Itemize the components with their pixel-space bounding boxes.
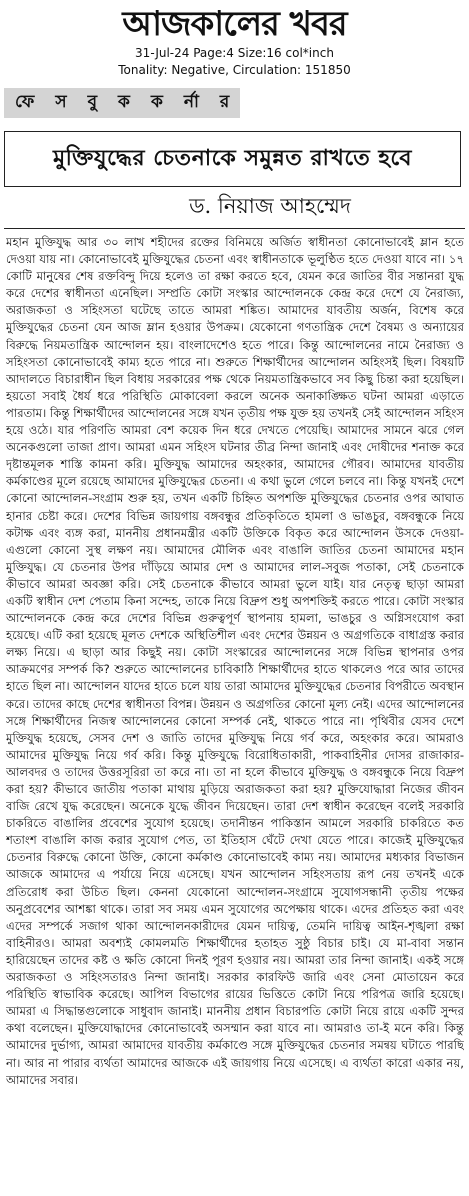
article-headline: মুক্তিযুদ্ধের চেতনাকে সমুন্নত রাখতে হবে bbox=[52, 144, 413, 171]
article-author: ড. নিয়াজ আহম্মেদ bbox=[189, 194, 351, 218]
section-label-bar bbox=[4, 88, 240, 118]
section-letter: স bbox=[55, 92, 67, 112]
section-letter: ফে bbox=[15, 92, 35, 112]
section-letter: র্না bbox=[183, 92, 199, 112]
section-letter: র bbox=[219, 92, 230, 112]
section-letter: ক bbox=[118, 92, 130, 112]
clipping-meta-tonality: Tonality: Negative, Circulation: 151850 bbox=[118, 63, 351, 77]
divider bbox=[4, 228, 465, 229]
article-body: মহান মুক্তিযুদ্ধ আর ৩০ লাখ শহীদের রক্তের বিনিময়ে অর্জিত স্বাধীনতা কোনোভাবেই ম্লান হতে দেওয়া যায় না। কোনোভাবেই মুক্তিযুদ্ধের চেতনা এবং স্বাধীনতাকে ভূলুণ্ঠিত হতে দেওয়া যাবে না। ১৭ কোটি মানুষের শেষ রক্তবিন্দু দিয়ে হলেও তা রক্ষা করতে হবে, যেমন করে জাতির বীর সন্তানরা যুদ্ধ করে দেশের স্বাধীনতা এনেছিল। সম্প্রতি কোটা সংস্কার আন্দোলনকে কেন্দ্র করে দেশে যে নৈরাজ্য, অরাজকতা ও সহিংসতা ঘটেছে তাতে আমরা শঙ্কিত। আমাদের যাবতীয় অর্জন, বিশেষ করে মুক্তিযুদ্ধের চেতনা যেন আজ ম্লান হওয়ার উপক্রম। যেকোনো গণতান্ত্রিক দেশে বৈষম্য ও অন্যায়ের বিরুদ্ধে নিয়মতান্ত্রিক আন্দোলন হয়। বাংলাদেশেও হতে পারে। কিন্তু আন্দোলনের নামে নৈরাজ্য ও সহিংসতা কোনোভাবেই কাম্য হতে পারে না। শুরুতে শিক্ষার্থীদের আন্দোলন অহিংসই ছিল। বিষয়টি আদালতে বিচারাধীন ছিল বিধায় সরকারের পক্ষ থেকে নিয়মতান্ত্রিকভাবে সব কিছু চিন্তা করা হয়েছিল। হয়তো সবাই ধৈর্য ধরে পরিস্থিতি মোকাবেলা করলে অনেক অনাকাঙ্ক্ষিত ঘটনা আমরা এড়াতে পারতাম। কিন্তু শিক্ষার্থীদের আন্দোলনের সঙ্গে যখন তৃতীয় পক্ষ যুক্ত হয় তখনই সেই আন্দোলন সহিংস হয়ে ওঠে। যার পরিণতি আমরা বেশ কয়েক দিন ধরে দেখতে পেয়েছি। আমাদের সামনে ঝরে গেল অনেকগুলো তাজা প্রাণ। আমরা এমন সহিংস ঘটনার তীব্র নিন্দা জানাই এবং দোষীদের শনাক্ত করে দৃষ্টান্তমূলক শাস্তি কামনা করি। মুক্তিযুদ্ধ আমাদের অহংকার, আমাদের গৌরব। আমাদের যাবতীয় কর্মকাণ্ডের মূলে রয়েছে আমাদের মুক্তিযুদ্ধের চেতনা। এ কথা ভুলে গেলে চলবে না। কিন্তু যখনই দেশে কোনো আন্দোলন-সংগ্রাম শুরু হয়, তখন একটি চিহ্নিত অপশক্তি মুক্তিযুদ্ধের চেতনার ওপর আঘাত হানার চেষ্টা করে। দেশের বিভিন্ন জায়গায় বঙ্গবন্ধুর প্রতিকৃতিতে হামলা ও ভাঙচুর, বঙ্গবন্ধুকে নিয়ে কটাক্ষ এবং ব্যঙ্গ করা, মাননীয় প্রধানমন্ত্রীর একটি উক্তিকে বিকৃত করে আন্দোলন উসকে দেওয়া-এগুলো কোনো সুস্থ লক্ষণ নয়। আমাদের মৌলিক এবং বাঙালি জাতির চেতনা আমাদের মহান মুক্তিযুদ্ধ। যে চেতনার উপর দাঁড়িয়ে আমার দেশ ও আমাদের লাল-সবুজ পতাকা, সেই চেতনাকে কীভাবে আমরা অবজ্ঞা করি। সেই চেতনাকে কীভাবে আমরা ভুলে যাই। যার নেতৃত্ব ছাড়া আমরা একটি স্বাধীন দেশ পেতাম কিনা সন্দেহ, তাকে নিয়ে বিদ্রুপ শুধু অপশক্তিই করতে পারে। কোটা সংস্কার আন্দোলনকে কেন্দ্র করে দেশের বিভিন্ন গুরুত্বপূর্ণ স্থাপনায় হামলা, ভাঙচুর ও অগ্নিসংযোগ করা হয়েছে। এটি করা হয়েছে মূলত দেশকে অস্থিতিশীল এবং দেশের উন্নয়ন ও অগ্রগতিকে বাধাগ্রস্ত করার লক্ষ্য নিয়ে। এ ছাড়া আর কিছুই নয়। কোটা সংস্কারের আন্দোলনের সঙ্গে বিভিন্ন স্থাপনার ওপর আক্রমণের সম্পর্ক কি? শুরুতে আন্দোলনের চাবিকাঠি শিক্ষার্থীদের হাতে থাকলেও পরে আর তাদের হাতে ছিল না। আন্দোলন যাদের হাতে চলে যায় তারা আমাদের মুক্তিযুদ্ধের চেতনার বিপরীতে অবস্থান করে। তাদের কাছে দেশের স্বাধীনতা বিপন্ন। উন্নয়ন ও অগ্রগতির কোনো মূল্য নেই। এদের আন্দোলনের সঙ্গে শিক্ষার্থীদের নিজস্ব আন্দোলনের কোনো সম্পর্ক নেই, থাকতে পারে না। পৃথিবীর যেসব দেশে মুক্তিযুদ্ধ হয়েছে, সেসব দেশ ও জাতি তাদের মুক্তিযুদ্ধ নিয়ে গর্ব করে, অহংকার করে। আমরাও আমাদের মুক্তিযুদ্ধ নিয়ে গর্ব করি। কিন্তু মুক্তিযুদ্ধে বিরোধিতাকারী, পাকবাহিনীর দোসর রাজাকার-আলবদর ও তাদের উত্তরসূরিরা তা করে না। তা না হলে কীভাবে মুক্তিযুদ্ধ ও বঙ্গবন্ধুকে নিয়ে বিদ্রুপ করা হয়? কীভাবে জাতীয় পতাকা মাথায় মুড়িয়ে অরাজকতা করা হয়? মুক্তিযোদ্ধারা নিজের জীবন বাজি রেখে যুদ্ধ করেছেন। অনেকে যুদ্ধে জীবন দিয়েছেন। তারা দেশ স্বাধীন করেছেন বলেই সরকারি চাকরিতে বাঙালির প্রবেশের সুযোগ হয়েছে। তদানীন্তন পাকিস্তান আমলে সরকারি চাকরিতে কত শতাংশ বাঙালি কাজ করার সুযোগ পেত, তা ইতিহাস ঘেঁটে দেখা যেতে পারে। কাজেই মুক্তিযুদ্ধের চেতনার বিরুদ্ধে কোনো উক্তি, কোনো কর্মকাণ্ড কোনোভাবেই কাম্য নয়। আমাদের মধ্যকার বিভাজন আজকে আমাদের এ পর্যায়ে নিয়ে এসেছে। যখন আন্দোলন সহিংসতায় রূপ নেয় তখনই একে প্রতিরোধ করা উচিত ছিল। কেননা যেকোনো আন্দোলন-সংগ্রামে সুযোগসন্ধানী তৃতীয় পক্ষের অনুপ্রবেশের আশঙ্কা থাকে। তারা সব সময় এমন সুযোগের অপেক্ষায় থাকে। এদের প্রতিহত করা এবং এদের সম্পর্কে সজাগ থাকা আন্দোলনকারীদের যেমন দায়িত্ব, তেমনি দায়িত্ব আইন-শৃঙ্খলা রক্ষা বাহিনীরও। আমরা অবশ্যই কোমলমতি শিক্ষার্থীদের হতাহত সুষ্ঠু বিচার চাই। যে মা-বাবা সন্তান হারিয়েছেন তাদের কষ্ট ও ক্ষতি কোনো দিনই পূরণ হওয়ার নয়। আমরা তার নিন্দা জানাই। একই সঙ্গে অরাজকতা ও সহিংসতারও নিন্দা জানাই। সরকার কারফিউ জারি এবং সেনা মোতায়েন করে পরিস্থিতি স্বাভাবিক করেছে। আপিল বিভাগের রায়ের ভিত্তিতে কোটা নিয়ে পরিপত্র জারি হয়েছে। আমরা এ সিদ্ধান্তগুলোকে সাধুবাদ জানাই। মাননীয় প্রধান বিচারপতি কোটা নিয়ে রায়ে একটি সুন্দর কথা বলেছেন। মুক্তিযোদ্ধাদের কোনোভাবেই অসম্মান করা যাবে না। আমরাও তা-ই মনে করি। কিন্তু আমাদের দুর্ভাগ্য, আমরা আমাদের যাবতীয় কর্মকাণ্ডে সঙ্গে মুক্তিযুদ্ধের চেতনার সমন্বয় ঘটাতে পারছি না। আর না পারার ব্যর্থতা আমাদের আজকে এই জায়গায় নিয়ে এসেছে। এ ব্যর্থতা কারো একার নয়, আমাদের সবার। bbox=[6, 235, 464, 1087]
headline-box bbox=[4, 131, 461, 187]
section-letter: ক bbox=[150, 92, 163, 112]
newspaper-masthead: আজকালের খবর bbox=[122, 4, 347, 44]
section-letter: বু bbox=[87, 92, 98, 112]
clipping-meta-date: 31-Jul-24 Page:4 Size:16 col*inch bbox=[135, 46, 334, 60]
